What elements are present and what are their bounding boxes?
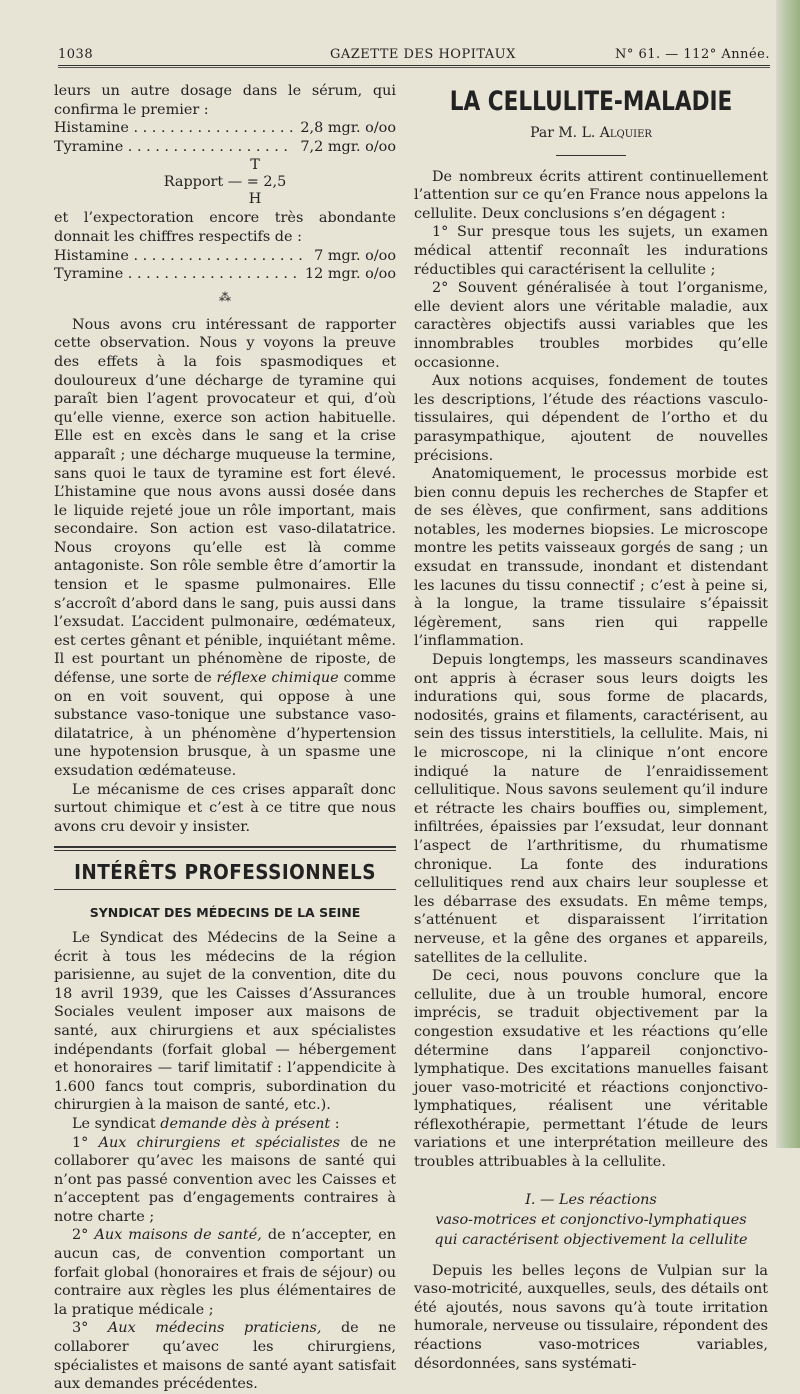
paragraph: Depuis les belles leçons de Vulpian sur la vaso-motricité, auxquelles, seuls, des détails ont été ajoutés, nous savons qu’à toute irritation humorale, nerveuse ou tissulaire, répondent des réactions vaso-motrices variables, désordonnées, sans systémati- [414, 1262, 768, 1372]
ratio-label: Rapport — = 2,5 [163, 174, 287, 191]
dose-value: 2,8 mgr. o/oo [300, 120, 396, 137]
paragraph: De nombreux écrits attirent continuellement l’attention sur ce qu’en France nous appelons la cellulite. Deux conclusions s’en dégagent : [414, 168, 768, 222]
page-number: 1038 [58, 47, 94, 62]
paragraph: 3° Aux médecins praticiens, de ne collaborer qu’avec les chirurgiens, spécialistes et maisons de santé ayant satisfait aux demandes précédentes. [54, 1320, 397, 1393]
dose-value: 7,2 mgr. o/oo [300, 138, 396, 155]
paragraph: Aux notions acquises, fondement de toutes les descriptions, l’étude des réactions vasculo-tissulaires, qui dépendent de l’ortho et du parasympathique, ajoutent de nouvelles précisions. [414, 373, 768, 464]
dose-label: Histamine . . . [54, 119, 294, 138]
paragraph: Nous avons cru intéressant de rapporter cette observation. Nous y voyons la preuve des effets à la fois spasmodiques et douloureux d’une décharge de tyramine qui paraît bien l’agent provocateur et qui, d’où qu’elle vienne, exerce son action habituelle. Elle est en excès dans le sang et la crise apparaît ; une décharge muqueuse la termine, sans quoi le taux de tyramine est fort élevé. L’histamine que nous avons aussi dosée dans le liquide rejeté joue un rôle important, mais secondaire. Son action est vaso-dilatatrice. Nous croyons qu’elle est là comme antagoniste. Son rôle semble être d’amortir la tension et le spasme pulmonaires. Elle s’accroît d’abord dans le sang, puis aussi dans l’exsudat. L’accident pulmonaire, œdémateux, est certes gênant et pénible, inquiétant même. Il est pourtant un phénomène de riposte, de défense, une sorte de réflexe chimique comme on en voit souvent, qui oppose à une substance vaso-tonique une substance vaso-dilatatrice, à un phénomène d’hypertension une hypotension brusque, à un spasme une exsudation œdémateuse. [54, 316, 397, 779]
paragraph: Anatomiquement, le processus morbide est bien connu depuis les recherches de Stapfer et de ses élèves, que confirment, sans additions notables, les modernes biopsies. Le microscope montre les petits vaisseaux gorgés de sang ; un exsudat en transsude, inondant et distendant les lacunes du tissu connectif ; c’est à peine si, à la longue, la trame tissulaire s’épaissit légèrement, sans rien qui rappelle l’inflammation. [414, 466, 768, 650]
subsection-heading: I. — Les réactions vaso-motrices et conjonctivo-lymphatiques qui caractérisent objectivement la cellulite [434, 1191, 748, 1248]
paragraph: 1° Sur presque tous les sujets, un examen médical attentif reconnaît les indurations réductibles qui caractérisent la cellulite ; [414, 224, 768, 278]
section-rule-3 [54, 889, 396, 890]
paragraph: Le Syndicat des Médecins de la Seine a écrit à tous les médecins de la région parisienne, au sujet de la convention, dite du 18 avril 1939, que les Caisses d’Assurances Sociales veulent imposer aux maisons de santé, aux chirurgiens et aux spécialistes indépendants (forfait global — hébergement et honoraires — tarif limitatif : l’appendicite à 1.600 fancs tout compris, subordination du chirurgien à la maison de santé, etc.). [54, 929, 396, 1114]
paragraph: 2° Souvent généralisée à tout l’organisme, elle devient alors une véritable maladie, aux caractères objectifs aussi variables que les innombrables troubles morbides qu’elle occasionne. [414, 280, 768, 371]
intro-text: leurs un autre dosage dans le sérum, qui confirma le premier : [54, 83, 396, 118]
dose-label: Tyramine . . . [54, 138, 294, 157]
dose-label: Histamine . . . [54, 247, 308, 266]
ratio-formula [54, 157, 396, 208]
after-ratio-text: et l’expectoration encore très abondante donnait les chiffres respectifs de : [54, 210, 396, 245]
dose-value: 7 mgr. o/oo [314, 247, 396, 264]
article-title: LA CELLULITE-MALADIE [449, 86, 733, 117]
dose-label: Tyramine . . . [54, 265, 299, 284]
paragraph: Depuis longtemps, les masseurs scandinaves ont appris à écraser sous leurs doigts les indurations qui, sous forme de placards, nodosités, grains et filaments, caractérisent, au sein des tissus interstitiels, la cellulite. Mais, ni le microscope, ni la clinique n’ont encore indiqué la nature de l’enraidissement cellulitique. Nous savons seulement qu’il indure et rétracte les chairs bouffies ou, simplement, infiltrées, épaissies par l’exsudat, leur donnant l’aspect de l’arthritisme, du rhumatisme chronique. La fonte des indurations cellulitiques rend aux chairs leur souplesse et les débarrase des exsudats. En même temps, s’atténuent et disparaissent l’irritation nerveuse, et la gêne des organes et appareils, satellites de la cellulite. [414, 652, 768, 966]
running-header [58, 45, 770, 65]
title-rule [556, 155, 626, 156]
paragraph: Le syndicat demande dès à présent : [72, 1115, 340, 1132]
left-column [54, 82, 396, 1394]
dose-row [54, 119, 396, 138]
dose-value: 12 mgr. o/oo [304, 266, 396, 283]
paragraph: 2° Aux maisons de santé, de n’accepter, en aucun cas, de convention comportant un forfait global (honoraires et frais de séjour) ou contraire aux règles les plus élémentaires de la pratique médicale ; [54, 1227, 396, 1318]
header-rule-2 [58, 67, 770, 68]
right-column [414, 82, 768, 1373]
section-rule-2 [54, 850, 396, 851]
header-rule [58, 65, 770, 66]
section-title: INTÉRÊTS PROFESSIONNELS [74, 860, 376, 885]
syndicat-title: SYNDICAT DES MÉDECINS DE LA SEINE [89, 905, 361, 921]
byline: Par M. L. Alquier [530, 125, 652, 141]
dose-row [54, 265, 396, 284]
paragraph: 1° Aux chirurgiens et spécialistes de ne collaborer qu’avec les maisons de santé qui n’ont pas passé convention avec les Caisses et n’acceptent pas d’engagements contraires à notre charte ; [54, 1134, 397, 1225]
journal-title: GAZETTE DES HOPITAUX [330, 47, 516, 62]
issue-number: N° 61. — 112° Année. [614, 47, 770, 62]
dose-row [54, 247, 396, 266]
paragraph: De ceci, nous pouvons conclure que la cellulite, due à un trouble humoral, encore imprécis, se traduit objectivement par la congestion exsudative et les réactions qu’elle détermine dans l’appareil conjonctivo-lymphatique. Des excitations manuelles faisant jouer vaso-motricité et réactions conjonctivo-lymphatiques, réalisent une véritable réflexothérapie, permettant l’étude de leurs variations et une interprétation meilleure des troubles attribuables à la cellulite. [414, 968, 768, 1171]
ratio-denominator: H [248, 191, 262, 208]
section-rule [54, 846, 396, 848]
ratio-numerator: T [250, 157, 260, 174]
asterism: ⁂ [219, 289, 231, 304]
paragraph: Le mécanisme de ces crises apparaît donc surtout chimique et c’est à ce titre que nous avons cru devoir y insister. [54, 781, 396, 835]
page-edge [776, 0, 800, 1148]
dose-row [54, 138, 396, 157]
